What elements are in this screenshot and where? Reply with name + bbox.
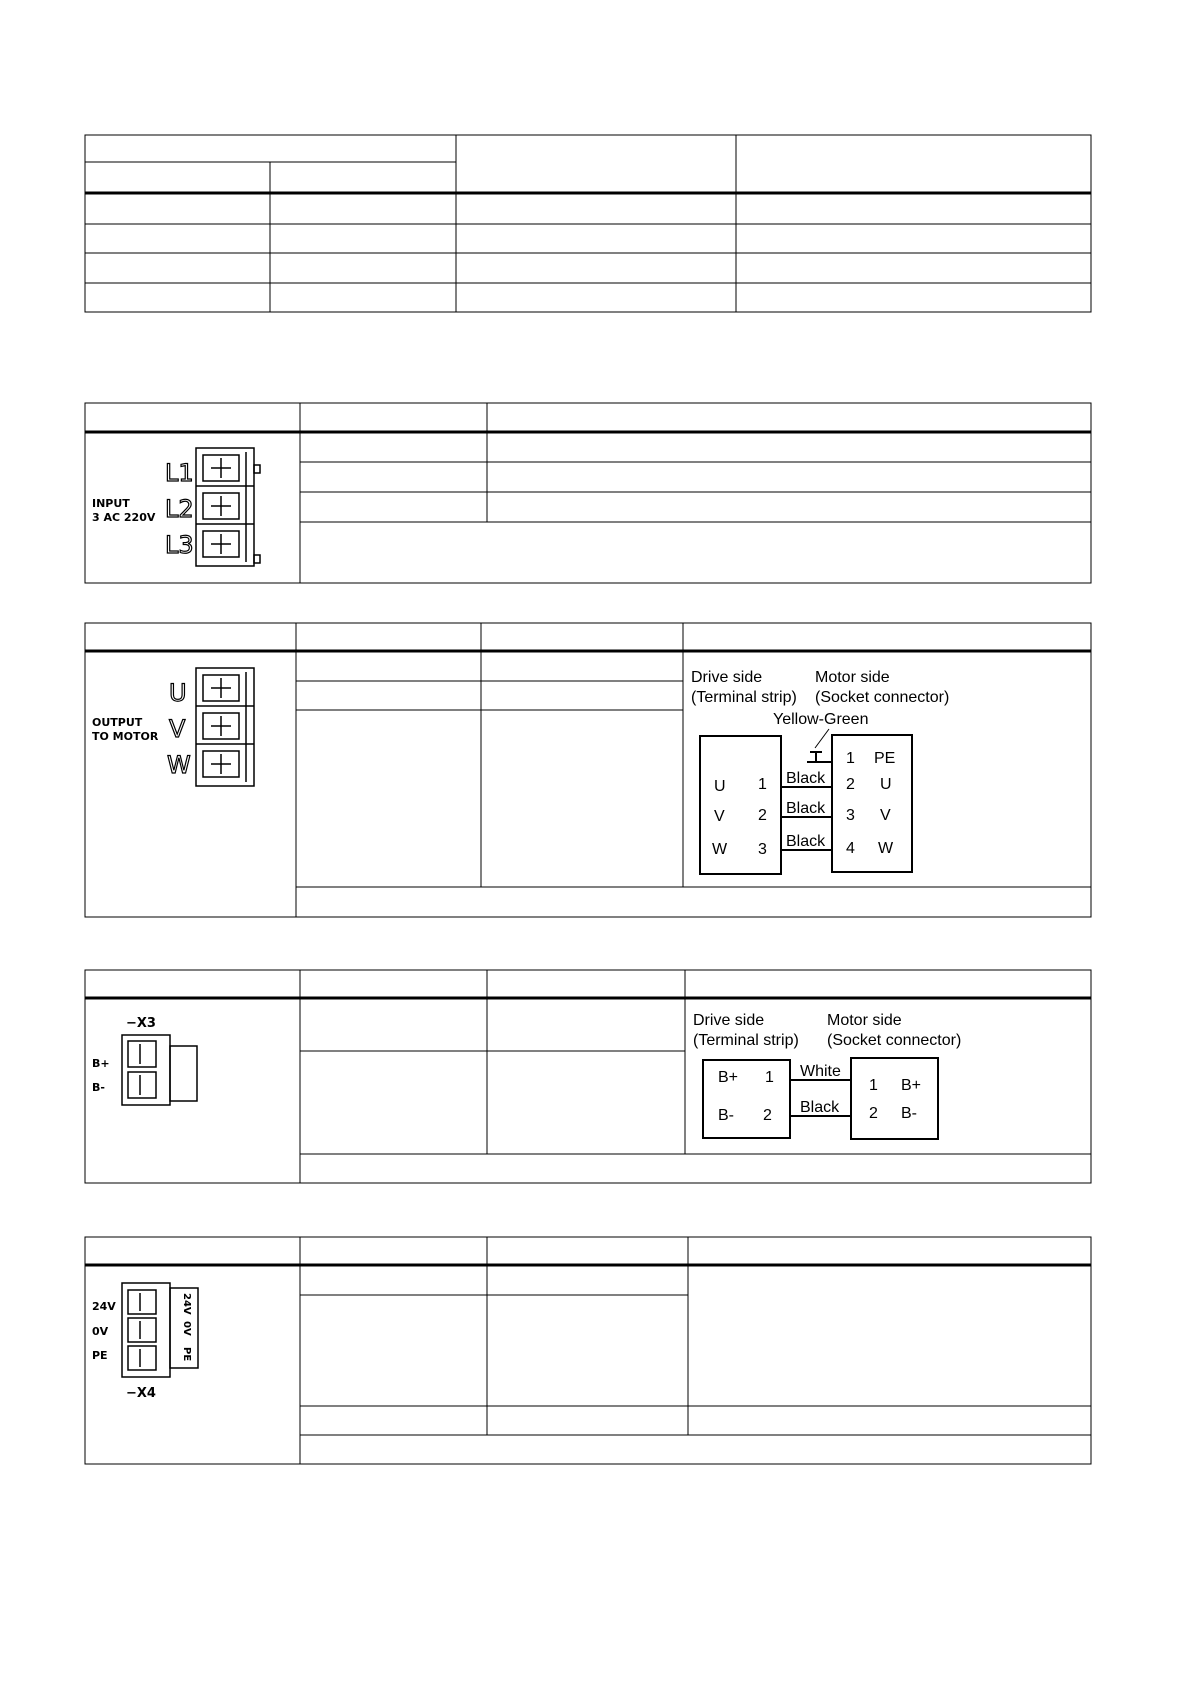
motor-side-sub-label: (Socket connector) [815, 689, 950, 706]
motor-output-table [85, 623, 1091, 917]
output-connector-body [196, 668, 254, 786]
drive-row-name: W [712, 841, 728, 858]
ground-wire-label: Yellow-Green [773, 711, 869, 728]
drive-side-label: Drive side [693, 1012, 765, 1029]
supply-vertical-24v: 24V [181, 1293, 192, 1315]
supply-vertical-pe: PE [181, 1347, 192, 1362]
x3-label: −X3 [126, 1016, 156, 1031]
motor-row-pin: 3 [846, 807, 855, 824]
drive-row-name: U [714, 778, 726, 795]
wire-color-label: Black [800, 1099, 840, 1116]
drive-side-sub-label: (Terminal strip) [693, 1032, 799, 1049]
drive-terminal-box [703, 1060, 790, 1138]
motor-row-pin: 1 [846, 750, 855, 767]
brake-minus-label: B- [92, 1081, 105, 1094]
motor-row-name: B- [901, 1105, 917, 1122]
wire-color-label: White [800, 1063, 841, 1080]
motor-row-pin: 1 [869, 1077, 878, 1094]
terminal-l3-label: L3 [165, 531, 194, 559]
input-connector-body [196, 448, 260, 566]
supply-pe-label: PE [92, 1349, 108, 1362]
motor-row-name: B+ [901, 1077, 922, 1094]
brake-connector-body [122, 1035, 197, 1105]
terminal-l2-label: L2 [165, 495, 194, 523]
drive-row-pin: 3 [758, 841, 767, 858]
input-label: INPUT [92, 497, 130, 510]
output-sub-label: TO MOTOR [92, 730, 159, 743]
brake-terminal-block [92, 1016, 197, 1105]
drive-row-pin: 2 [758, 807, 767, 824]
motor-row-pin: 2 [869, 1105, 878, 1122]
motor-socket-box [832, 735, 912, 872]
motor-row-pin: 4 [846, 840, 855, 857]
motor-row-pin: 2 [846, 776, 855, 793]
brake-wiring-diagram [693, 1012, 961, 1139]
supply-24v-label: 24V [92, 1300, 116, 1313]
motor-socket-box [851, 1058, 938, 1139]
motor-row-name: U [880, 776, 892, 793]
wire-color-label: Black [786, 833, 826, 850]
brake-plus-label: B+ [92, 1057, 110, 1070]
input-voltage-label: 3 AC 220V [92, 511, 156, 524]
input-terminal-block [92, 448, 260, 566]
wire-color-label: Black [786, 800, 826, 817]
drive-row-pin: 1 [758, 776, 767, 793]
motor-side-sub-label: (Socket connector) [827, 1032, 962, 1049]
motor-row-name: PE [874, 750, 896, 767]
drive-row-name: B+ [718, 1069, 739, 1086]
motor-side-label: Motor side [827, 1012, 902, 1029]
supply-0v-label: 0V [92, 1325, 109, 1338]
terminal-w-label: W [167, 751, 191, 779]
spec-table-1 [85, 135, 1091, 312]
drive-row-pin: 2 [763, 1107, 772, 1124]
drive-row-pin: 1 [765, 1069, 774, 1086]
drive-row-name: B- [718, 1107, 734, 1124]
motor-wiring-diagram [691, 669, 949, 874]
wire-color-label: Black [786, 770, 826, 787]
terminal-u-label: U [169, 679, 187, 707]
output-label: OUTPUT [92, 716, 143, 729]
supply-vertical-0v: 0V [181, 1321, 192, 1336]
drive-row-name: V [714, 808, 725, 825]
ground-leader-line [815, 729, 829, 748]
drive-side-sub-label: (Terminal strip) [691, 689, 797, 706]
drive-side-label: Drive side [691, 669, 763, 686]
brake-table [85, 970, 1091, 1183]
supply-table [85, 1237, 1091, 1464]
terminal-l1-label: L1 [165, 459, 194, 487]
motor-row-name: V [880, 807, 891, 824]
x4-label: −X4 [126, 1386, 156, 1401]
terminal-v-label: V [169, 715, 186, 743]
output-terminal-block [92, 668, 254, 786]
motor-row-name: W [878, 840, 894, 857]
supply-terminal-block [92, 1283, 198, 1401]
motor-side-label: Motor side [815, 669, 890, 686]
